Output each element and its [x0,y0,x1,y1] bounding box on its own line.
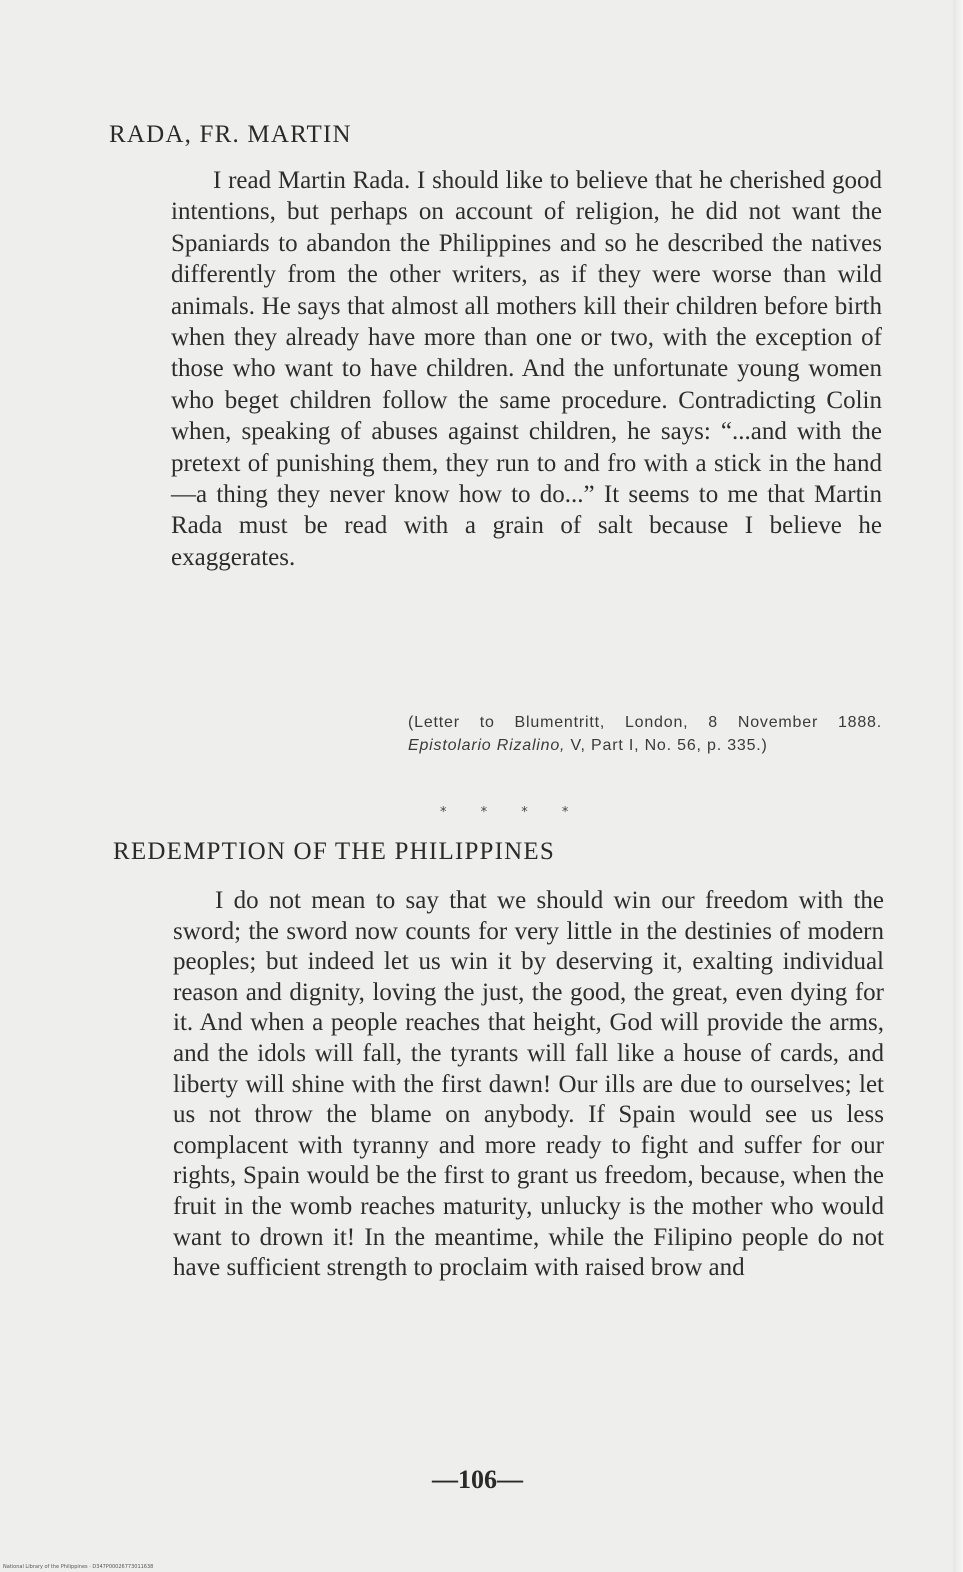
page-number-text: —106— [432,1465,523,1494]
citation-text-end: V, Part I, No. 56, p. 335.) [565,736,768,754]
section-heading-redemption: REDEMPTION OF THE PHILIPPINES [113,838,556,865]
page-number [0,1465,963,1495]
citation [408,712,882,757]
section-separator: * * * * [440,805,584,820]
citation-title: Epistolario Rizalino, [408,736,566,754]
citation-text-start: (Letter to Blumentritt, London, 8 November 1888. [408,714,882,731]
page-edge [953,0,963,1572]
paragraph-text: I read Martin Rada. I should like to believe that he cherished good intentions, but perhaps on account of religion, he did not want the Spaniards to abandon the Philippines and so he described the natives differently from the other writers, as if they were worse than wild animals. He says that almost all mothers kill their children before birth when they already have more than one or two, with the exception of those who want to have children. And the unfortunate young women who beget children follow the same procedure. Contradicting Colin when, speaking of abuses against children, he says: “...and with the pretext of punishing them, they run to and fro with a stick in the hand —a thing they never know how to do...” It seems to me that Martin Rada must be read with a grain of salt because I believe he exaggerates. [171,167,882,571]
section-paragraph-redemption [173,886,884,1284]
section-heading-rada: RADA, FR. MARTIN [109,121,352,148]
paragraph-text: I do not mean to say that we should win our freedom with the sword; the sword now counts for very little in the destinies of modern peoples; but indeed let us win it by deserving it, exalting individual reason and dignity, loving the just, the good, the great, even dying for it. And when a people reaches that height, God will provide the arms, and the idols will fall, the tyrants will fall like a house of cards, and liberty will shine with the first dawn! Our ills are due to ourselves; let us not throw the blame on anybody. If Spain would see us less complacent with tyranny and more ready to fight and suffer for our rights, Spain would be the first to grant us freedom, because, when the fruit in the womb reaches maturity, unlucky is the mother who would want to drown it! In the meantime, while the Filipino people do not have sufficient strength to proclaim with raised brow and [173,887,884,1282]
section-paragraph-rada [171,165,882,573]
scan-footer: National Library of the Philippines · D347P00026773011638 [3,1564,154,1570]
